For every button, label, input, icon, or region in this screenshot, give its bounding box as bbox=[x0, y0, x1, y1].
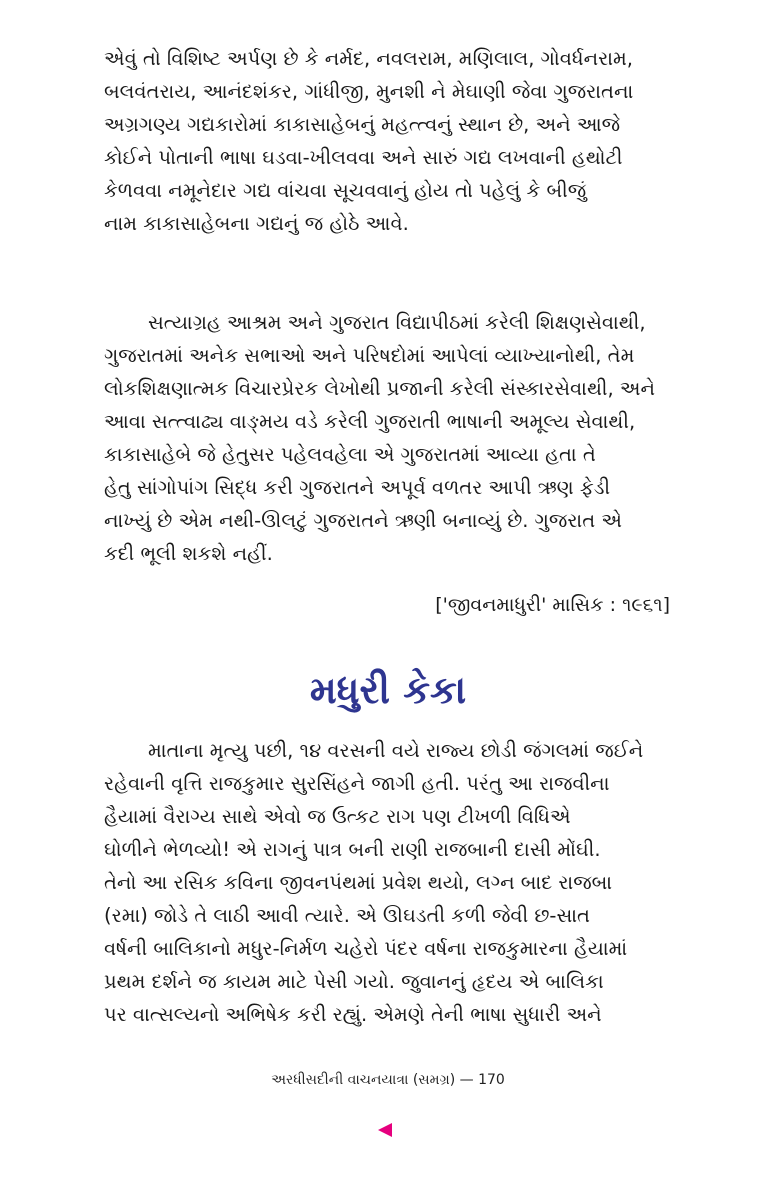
paragraph-line: આવા સત્ત્વાઢ્ય વાઙ્મય વડે કરેલી ગુજરાતી ભાષાની અમૂલ્ય સેવાથી, bbox=[104, 410, 636, 433]
paragraph-line: કાકાસાહેબે જે હેતુસર પહેલવહેલા એ ગુજરાતમાં આવ્યા હતા તે bbox=[104, 443, 596, 466]
paragraph-line: પર વાત્સલ્યનો અભિષેક કરી રહ્યું. એમણે તેની ભાષા સુધારી અને bbox=[104, 1003, 602, 1026]
section-heading: મધુરી કેકા bbox=[309, 668, 467, 712]
paragraph-line: નામ કાકાસાહેબના ગદ્યનું જ હોઠે આવે. bbox=[104, 212, 409, 235]
paragraph-line: (રમા) જોડે તે લાઠી આવી ત્યારે. એ ઊઘડતી કળી જેવી છ-સાત bbox=[104, 904, 590, 927]
paragraph-line: એવું તો વિશિષ્ટ અર્પણ છે કે નર્મદ, નવલરામ, મણિલાલ, ગોવર્ધનરામ, bbox=[104, 47, 633, 70]
paragraph-line: ઘોળીને ભેળવ્યો! એ રાગનું પાત્ર બની રાણી રાજબાની દાસી મોંઘી. bbox=[104, 838, 601, 861]
paragraph-line: હેતુ સાંગોપાંગ સિદ્ધ કરી ગુજરાતને અપૂર્વ વળતર આપી ઋણ ફેડી bbox=[104, 476, 611, 499]
paragraph-line: કોઈને પોતાની ભાષા ઘડવા-ખીલવવા અને સારું ગદ્ય લખવાની હથોટી bbox=[104, 146, 623, 169]
paragraph-2 bbox=[104, 306, 670, 570]
paragraph-line: માતાના મૃત્યુ પછી, ૧૪ વરસની વયે રાજ્ય છોડી જંગલમાં જઈને bbox=[148, 739, 644, 762]
paragraph-line: રહેવાની વૃત્તિ રાજકુમાર સુરસિંહને જાગી હતી. પરંતુ આ રાજવીના bbox=[104, 772, 610, 795]
paragraph-line: હૈયામાં વૈરાગ્ય સાથે એવો જ ઉત્કટ રાગ પણ ટીખળી વિધિએ bbox=[104, 805, 571, 828]
paragraph-line: તેનો આ રસિક કવિના જીવનપંથમાં પ્રવેશ થયો, લગ્ન બાદ રાજબા bbox=[104, 871, 613, 894]
paragraph-line: અગ્રગણ્ય ગદ્યકારોમાં કાકાસાહેબનું મહત્ત્વનું સ્થાન છે, અને આજે bbox=[104, 113, 621, 136]
paragraph-line: વર્ષની બાલિકાનો મધુર-નિર્મળ ચહેરો પંદર વર્ષના રાજકુમારના હૈયામાં bbox=[104, 937, 628, 960]
citation: ['જીવનમાધુરી' માસિક : ૧૯૬૧] bbox=[435, 594, 670, 616]
paragraph-line: પ્રથમ દર્શને જ કાયમ માટે પેસી ગયો. જુવાનનું હૃદય એ બાલિકા bbox=[104, 970, 604, 993]
paragraph-line: કેળવવા નમૂનેદાર ગદ્ય વાંચવા સૂચવવાનું હોય તો પહેલું કે બીજું bbox=[104, 179, 587, 202]
paragraph-line: બલવંતરાય, આનંદશંકર, ગાંધીજી, મુનશી ને મેઘાણી જેવા ગુજરાતના bbox=[104, 80, 634, 103]
paragraph-1 bbox=[104, 42, 670, 240]
paragraph-line: ગુજરાતમાં અનેક સભાઓ અને પરિષદોમાં આપેલાં વ્યાખ્યાનોથી, તેમ bbox=[104, 344, 635, 367]
paragraph-line: સત્યાગ્રહ આશ્રમ અને ગુજરાત વિદ્યાપીઠમાં કરેલી શિક્ષણસેવાથી, bbox=[148, 311, 646, 334]
triangle-left-icon[interactable] bbox=[378, 1123, 392, 1137]
paragraph-line: લોકશિક્ષણાત્મક વિચારપ્રેરક લેખોથી પ્રજાની કરેલી સંસ્કારસેવાથી, અને bbox=[104, 377, 655, 400]
paragraph-line: નાખ્યું છે એમ નથી-ઊલટું ગુજરાતને ઋણી બનાવ્યું છે. ગુજરાત એ bbox=[104, 509, 622, 532]
page-footer: અરધીસદીની વાચનયાત્રા (સમગ્ર) — 170 bbox=[271, 1072, 505, 1088]
paragraph-3 bbox=[104, 734, 670, 1031]
paragraph-line: કદી ભૂલી શકશે નહીં. bbox=[104, 542, 273, 565]
